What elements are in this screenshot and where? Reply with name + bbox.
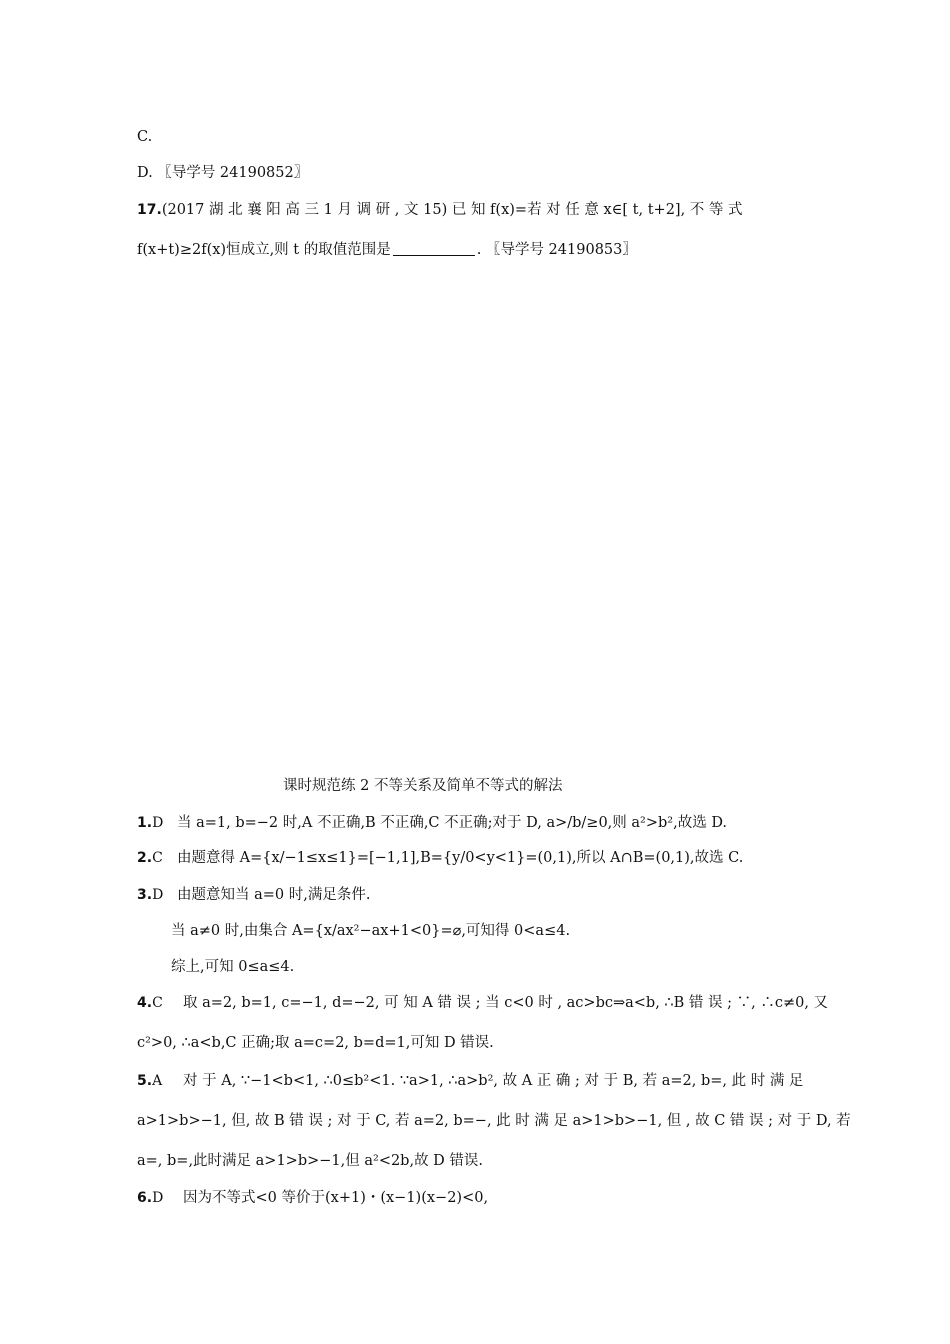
answer-6 bbox=[137, 1188, 163, 1208]
answer-number: 2. bbox=[137, 850, 153, 866]
answer-4-line-1: 取 a=2, b=1, c=−1, d=−2, 可 知 A 错 误 ; 当 c<0 时 , ac>bc⇒a<b, ∴B 错 误 ; ∵, ∴c≠0, 又 bbox=[183, 995, 829, 1011]
answer-6-line-1: 因为不等式<0 等价于(x+1)・(x−1)(x−2)<0, bbox=[183, 1190, 489, 1206]
question-17-text: (2017 湖 北 襄 阳 高 三 1 月 调 研 , 文 15) 已 知 f(x)=若 对 任 意 x∈[ t, t+2], 不 等 式 bbox=[161, 202, 743, 218]
answer-5-line-2: a>1>b>−1, 但, 故 B 错 误 ; 对 于 C, 若 a=2, b=−, 此 时 满 足 a>1>b>−1, 但 , 故 C 错 误 ; 对 于 D, 若 bbox=[137, 1113, 851, 1129]
question-17-row2 bbox=[137, 240, 637, 260]
answer-2-line-1: 由题意得 A={x/−1≤x≤1}=[−1,1],B={y/0<y<1}=(0,1),所以 A∩B=(0,1),故选 C. bbox=[177, 850, 744, 866]
answer-1-line-1: 当 a=1, b=−2 时,A 不正确,B 不正确,C 不正确;对于 D, a>/b/≥0,则 a²>b²,故选 D. bbox=[177, 815, 728, 831]
answer-letter: D bbox=[152, 1190, 164, 1206]
answer-letter: A bbox=[152, 1073, 163, 1089]
question-17-text-a: f(x+t)≥2f(x)恒成立,则 t 的取值范围是 bbox=[137, 242, 391, 258]
answer-blank bbox=[393, 241, 475, 256]
answer-number: 3. bbox=[137, 887, 153, 903]
section-title: 课时规范练 2 不等关系及简单不等式的解法 bbox=[283, 778, 563, 794]
answer-1 bbox=[137, 813, 163, 833]
answer-3 bbox=[137, 885, 163, 905]
question-17-text-b: . 〖导学号 24190853〗 bbox=[476, 242, 637, 258]
answer-letter: C bbox=[152, 995, 163, 1011]
answer-number: 6. bbox=[137, 1190, 153, 1206]
answer-5-line-1: 对 于 A, ∵−1<b<1, ∴0≤b²<1. ∵a>1, ∴a>b², 故 A 正 确 ; 对 于 B, 若 a=2, b=, 此 时 满 足 bbox=[183, 1073, 804, 1089]
answer-number: 5. bbox=[137, 1073, 153, 1089]
answer-5 bbox=[137, 1071, 162, 1091]
answer-3-line-3: 综上,可知 0≤a≤4. bbox=[171, 959, 295, 975]
answer-letter: D bbox=[152, 887, 164, 903]
question-17-row1 bbox=[137, 200, 743, 220]
answer-letter: D bbox=[152, 815, 164, 831]
answer-4 bbox=[137, 993, 163, 1013]
answer-5-line-3: a=, b=,此时满足 a>1>b>−1,但 a²<2b,故 D 错误. bbox=[137, 1153, 484, 1169]
answer-2 bbox=[137, 848, 163, 868]
answer-3-line-2: 当 a≠0 时,由集合 A={x/ax²−ax+1<0}=⌀,可知得 0<a≤4. bbox=[171, 923, 571, 939]
answer-4-line-2: c²>0, ∴a<b,C 正确;取 a=c=2, b=d=1,可知 D 错误. bbox=[137, 1035, 494, 1051]
answer-number: 4. bbox=[137, 995, 153, 1011]
answer-number: 1. bbox=[137, 815, 153, 831]
answer-3-line-1: 由题意知当 a=0 时,满足条件. bbox=[177, 887, 371, 903]
option-c-line: C. bbox=[137, 129, 153, 145]
question-number: 17. bbox=[137, 202, 162, 218]
answer-letter: C bbox=[152, 850, 163, 866]
option-d-line: D. 〖导学号 24190852〗 bbox=[137, 165, 309, 181]
